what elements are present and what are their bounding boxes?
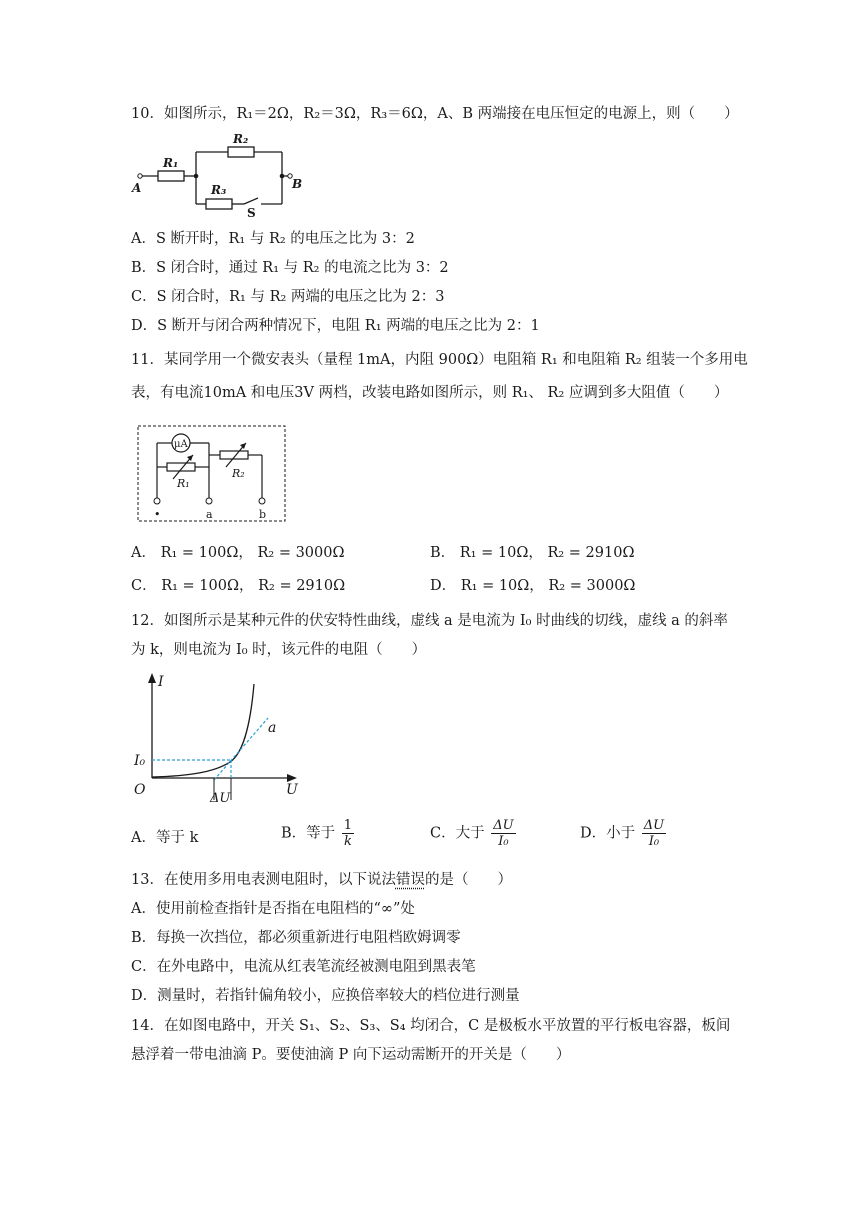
q12-tangent-label: a [268,720,277,736]
q13-stem-suffix: 的是（ ） [424,872,512,888]
q12-origin-label: O [134,782,146,798]
q12-iu-graph [130,670,310,810]
q12-x-axis-label: U [286,782,298,798]
q10-r2-label: R₂ [233,132,249,146]
q14-stem-line2: 悬浮着一带电油滴 P。要使油滴 P 向下运动需断开的开关是（ ） [131,1047,571,1063]
q13-option-c: C．在外电路中，电流从红表笔流经被测电阻到黑表笔 [131,959,476,975]
q10-a-label: A [132,181,142,195]
q10-r3-label: R₃ [211,183,227,197]
q14-stem-line1: 14．在如图电路中，开关 S₁、S₂、S₃、S₄ 均闭合，C 是极板水平放置的平行板电容器，板间 [131,1018,731,1034]
q12-option-d-denominator: I₀ [648,834,660,849]
q11-option-c: C． R₁ = 100Ω， R₂ = 2910Ω [131,578,346,594]
q12-option-b-fraction [342,818,354,849]
q11-r2-label: R₂ [232,467,245,480]
q12-option-c-prefix: C．大于 [430,825,485,842]
q13-option-d: D．测量时，若指针偏角较小，应换倍率较大的档位进行测量 [131,988,520,1004]
q10-option-b: B．S 闭合时，通过 R₁ 与 R₂ 的电流之比为 3：2 [131,260,449,276]
q13-stem-emphasis: 错误 [395,872,425,888]
q13-option-b: B．每换一次挡位，都必须重新进行电阻档欧姆调零 [131,930,461,946]
q12-option-c-fraction [491,818,515,849]
q12-option-c-denominator: I₀ [498,834,509,849]
q11-option-a: A． R₁ = 100Ω， R₂ = 3000Ω [131,545,345,561]
q11-option-d: D． R₁ = 10Ω， R₂ = 3000Ω [430,578,636,594]
q13-stem [131,870,512,890]
q10-b-label: B [292,177,303,191]
q10-stem: 10．如图所示，R₁＝2Ω，R₂＝3Ω，R₃＝6Ω，A、B 两端接在电压恒定的电源上，则（ ） [131,106,739,122]
q12-stem-line1: 12．如图所示是某种元件的伏安特性曲线，虚线 a 是电流为 I₀ 时曲线的切线，虚线 a 的斜率 [131,613,728,629]
q12-delta-u-label: ΔU [210,791,231,806]
q11-circuit-figure [137,425,287,523]
q12-option-b-numerator: 1 [343,818,353,833]
q10-option-c: C．S 闭合时，R₁ 与 R₂ 两端的电压之比为 2：3 [131,289,445,305]
q12-option-d-fraction [642,818,666,849]
q11-option-b: B． R₁ = 10Ω， R₂ = 2910Ω [430,545,635,561]
q12-option-d [580,818,666,849]
q10-s-label: S [247,206,256,220]
q12-option-c-numerator: ΔU [493,818,514,833]
q11-stem-line2: 表，有电流10mA 和电压3V 两档，改装电路如图所示，则 R₁、 R₂ 应调到多大阻值（ ） [131,385,729,401]
q12-option-b-denominator: k [343,834,352,849]
q12-option-d-numerator: ΔU [643,818,665,833]
q12-option-b-prefix: B．等于 [281,825,336,842]
q10-option-a: A．S 断开时，R₁ 与 R₂ 的电压之比为 3：2 [131,231,415,247]
q12-option-c [430,818,516,849]
q12-i0-label: I₀ [134,753,146,769]
q11-terminal-b-label: b [259,508,267,521]
q11-stem-line1: 11．某同学用一个微安表头（量程 1mA，内阻 900Ω）电阻箱 R₁ 和电阻箱 R₂ 组装一个多用电 [131,352,748,368]
q11-meter-label: μA [174,439,188,450]
q12-y-axis-label: I [158,674,164,690]
q11-terminal-a-label: a [206,508,213,521]
q12-stem-line2: 为 k，则电流为 I₀ 时，该元件的电阻（ ） [131,642,427,658]
q10-r1-label: R₁ [163,156,179,170]
q10-option-d: D．S 断开与闭合两种情况下，电阻 R₁ 两端的电压之比为 2：1 [131,318,540,334]
q13-stem-prefix: 13．在使用多用电表测电阻时，以下说法 [131,872,396,888]
q12-option-d-prefix: D．小于 [580,825,636,842]
q13-option-a: A．使用前检查指针是否指在电阻档的“∞”处 [131,901,415,917]
q12-option-a: A．等于 k [131,830,199,846]
q11-r1-label: R₁ [177,477,190,490]
q11-terminal-left-label: • [154,508,161,521]
q10-circuit-figure [130,128,310,220]
q12-option-b [281,818,354,849]
